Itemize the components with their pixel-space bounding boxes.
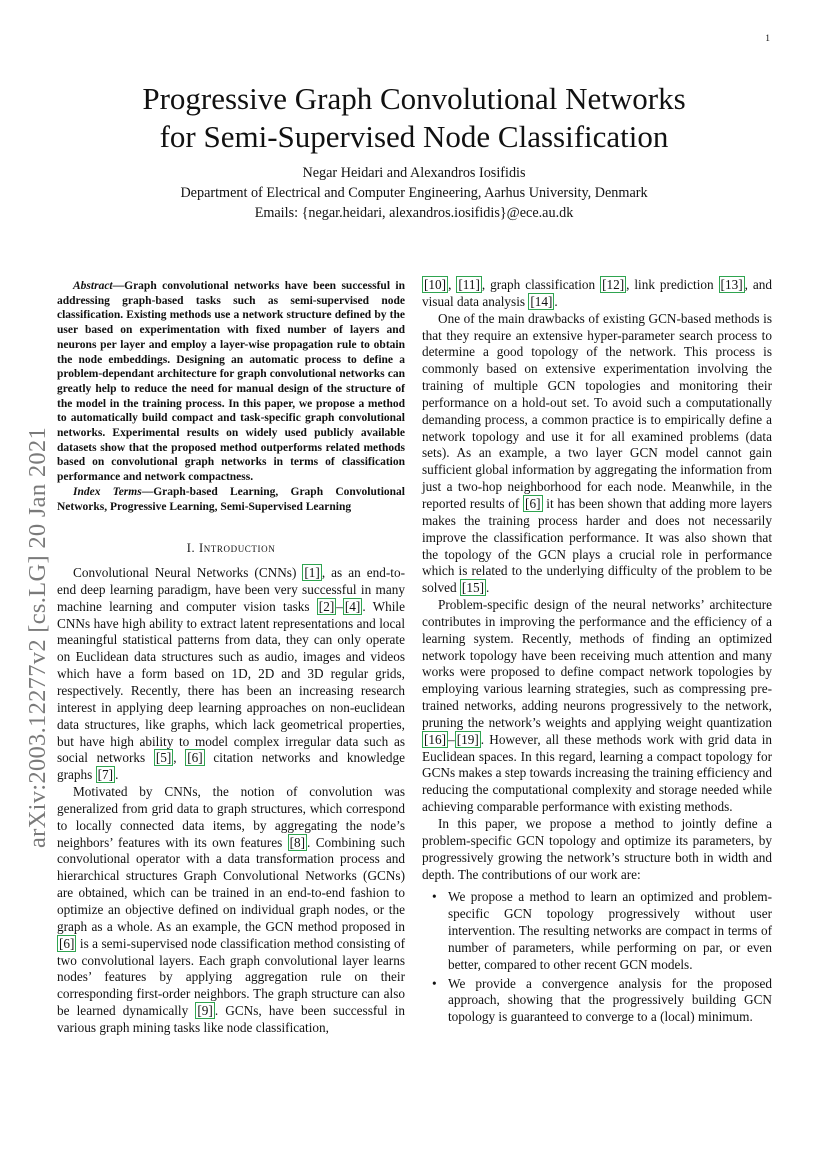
citation-link[interactable]: [2] [318, 598, 335, 614]
citation-link[interactable]: [7] [97, 767, 114, 783]
author-block [80, 163, 748, 223]
abstract [57, 279, 405, 485]
affiliation: Department of Electrical and Computer Engineering, Aarhus University, Denmark [180, 185, 648, 201]
citation-link[interactable]: [5] [155, 750, 172, 766]
citation-link[interactable]: [6] [525, 495, 541, 511]
citation-link[interactable]: [14] [530, 293, 553, 309]
citation-link[interactable]: [8] [289, 834, 306, 850]
bullet-glyph: • [432, 889, 437, 905]
citation-link[interactable]: [10] [424, 277, 447, 292]
intro-paragraph-1: Convolutional Neural Networks (CNNs) [1] , as an end-to-end deep learning paradigm, have been very successful in many machine learning and computer vision tasks [2] – [4] . While CNNs have high ability to extract latent representations and local meaningful statistical patterns from data, they can only operate on Euclidean data structures such as audio, images and videos which have a form based on 1D, 2D and 3D regular grids, respectively. Recently, there has been an increasing research interest in applying deep learning approaches on non-euclidean data structures, like graphs, which lack geometrical properties, but have high ability to model complex irregular data such as social networks [5] , [6] citation networks and knowledge graphs [7] . [57, 565, 405, 783]
abstract-lead: Abstract [73, 280, 113, 292]
author-names: Negar Heidari and Alexandros Iosifidis [302, 165, 526, 181]
arxiv-stamp-text: arXiv:2003.12277v2 [cs.LG] 20 Jan 2021 [24, 426, 51, 848]
citation-link[interactable]: [15] [461, 580, 484, 596]
citation-link[interactable]: [11] [458, 277, 480, 292]
contribution-item [422, 889, 772, 973]
index-terms-body: —Graph-based Learning, Graph Convolutional Networks, Progressive Learning, Semi-Supervised Learning [57, 485, 405, 513]
section-heading [57, 540, 405, 557]
title-line-1: Progressive Graph Convolutional Networks [142, 81, 686, 116]
paper-title [80, 80, 748, 156]
citation-link[interactable]: [6] [59, 935, 75, 951]
intro-paragraph-5: In this paper, we propose a method to jointly define a problem-specific GCN topology and optimize its parameters, by progressively growing the network’s structure both in width and depth. The contributions of our work are: [422, 816, 772, 882]
index-terms [57, 485, 405, 514]
contributions-list [422, 889, 772, 1026]
citation-link[interactable]: [4] [344, 598, 361, 614]
contribution-text: We provide a convergence analysis for the proposed approach, showing that the progressively building GCN topology is guaranteed to converge to a (local) minimum. [448, 975, 772, 1025]
left-column [57, 279, 405, 1037]
citation-link[interactable]: [1] [304, 565, 320, 581]
bullet-glyph: • [432, 975, 437, 991]
citation-link[interactable]: [19] [456, 731, 479, 747]
intro-paragraph-3: One of the main drawbacks of existing GCN-based methods is that they require an extensive hyper-parameter search process to determine a good topology of the network. This process is commonly based on extensive experimentation involving the training of multiple GCN topologies and monitoring their performance on a hold-out set. To avoid such a computationally demanding process, a common practice is to empirically define a network topology and use it for all examined problems (data sets). As an example, a two layer GCN model cannot gain sufficient global information by aggregating the information from just a two-hop neighborhood for each node. Meanwhile, in the reported results of [6] it has been shown that adding more layers makes the training process harder and does not necessarily improve the classification performance. It was also shown that the topology of the GCN plays a crucial role in performance which is related to the underlying difficulty of the problem to be solved [15] . [422, 310, 772, 596]
abstract-body: —Graph convolutional networks have been successful in addressing graph-based tasks such as semi-supervised node classification. Existing methods use a network structure defined by the user based on experimentation with fixed number of layers and neurons per layer and employ a layer-wise propagation rule to obtain the node embeddings. Designing an automatic process to define a problem-dependant architecture for graph convolutional networks can greatly help to reduce the need for manual design of the structure of the model in the training process. In this paper, we propose a method to automatically build compact and task-specific graph convolutional networks. Experimental results on widely used publicly available datasets show that the proposed method outperforms related methods based on convolutional graph networks in terms of classification performance and network compactness. [57, 280, 405, 484]
right-column [422, 277, 772, 1028]
page-number: 1 [765, 34, 770, 44]
section-numeral: I. [186, 541, 196, 556]
intro-paragraph-4: Problem-specific design of the neural networks’ architecture contributes in improving the performance and the efficiency of a learning system. Recently, methods of finding an optimized network topology have been receiving much attention and many works were proposed to define compact network topologies by employing various learning strategies, such as compressing pre-trained networks, adding neurons progressively to the network, pruning the network’s weights and applying weight quantization [16] – [19] . However, all these methods work with grid data in Euclidean spaces. In this regard, learning a compact topology for GCNs makes a step towards increasing the training efficiency and reducing the computational complexity and storage needed while achieving comparable performance with existing methods. [422, 597, 772, 815]
index-terms-lead: Index Terms [73, 485, 142, 498]
emails: Emails: {negar.heidari, alexandros.iosifidis}@ece.au.dk [254, 205, 574, 221]
contribution-text: We propose a method to learn an optimized and problem-specific GCN topology progressively without user intervention. The resulting networks are compact in terms of number of parameters, while performing on par, or even better, compared to other recent GCN models. [448, 889, 772, 972]
intro-continuation: [10] , [11] , graph classification [12] , link prediction [13] , and visual data analysis [14] . [422, 277, 772, 309]
intro-paragraph-2: Motivated by CNNs, the notion of convolution was generalized from grid data to graph structures, which correspond to locally connected data items, by aggregating the node’s neighbors’ features with its own features [8] . Combining such convolutional operator with a data transformation process and hierarchical structures Graph Convolutional Networks (GCNs) are obtained, which can be trained in an end-to-end fashion to optimize an objective defined on individual graph nodes, or the graph as a whole. As an example, the GCN method proposed in [6] is a semi-supervised node classification method consisting of two convolutional layers. Each graph convolutional layer learns nodes’ features by applying aggregation rule on their corresponding first-order neighbors. The graph structure can also be learned dynamically [9] . GCNs, have been successful in various graph mining tasks like node classification, [57, 784, 405, 1035]
title-line-2: for Semi-Supervised Node Classification [159, 119, 669, 154]
citation-link[interactable]: [16] [424, 731, 447, 747]
citation-link[interactable]: [13] [720, 277, 743, 292]
citation-link[interactable]: [6] [187, 750, 203, 766]
contribution-item [422, 976, 772, 1027]
citation-link[interactable]: [12] [602, 277, 625, 292]
citation-link[interactable]: [9] [197, 1003, 213, 1019]
section-title: Introduction [198, 541, 276, 556]
